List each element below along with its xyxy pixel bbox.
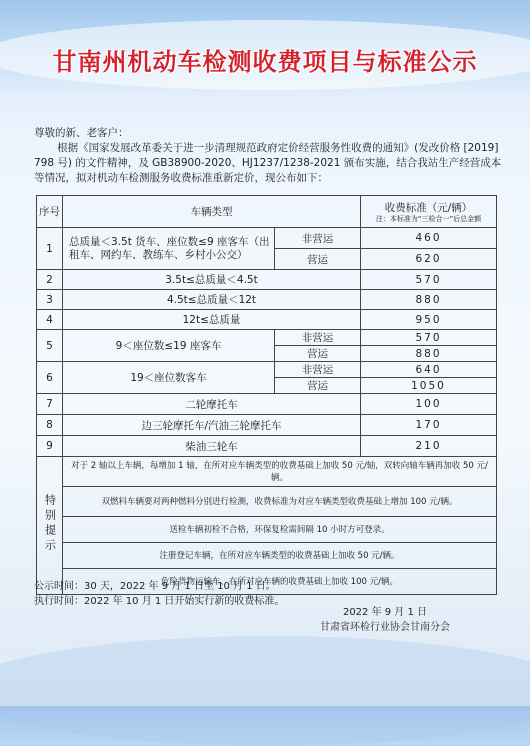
special-note: 危险货物运输车，在所对应车辆的收费基础上加收 100 元/辆。 [63, 569, 497, 595]
row-no: 8 [37, 415, 63, 436]
row-no: 1 [37, 228, 63, 270]
table-row [37, 394, 497, 415]
special-row [37, 487, 497, 517]
row-sub-label: 非营运 [275, 362, 361, 378]
row-type: 19＜座位数客车 [63, 362, 275, 394]
row-no: 6 [37, 362, 63, 394]
row-fee: 570 [361, 270, 497, 290]
row-type: 9＜座位数≤19 座客车 [63, 330, 275, 362]
row-no: 4 [37, 310, 63, 330]
sign-date: 2022 年 9 月 1 日 [342, 607, 428, 618]
row-fee: 880 [361, 346, 497, 362]
row-fee: 640 [361, 362, 497, 378]
row-no: 3 [37, 290, 63, 310]
table-row [37, 270, 497, 290]
row-sub-label: 非营运 [275, 228, 361, 249]
special-row [37, 457, 497, 487]
row-fee: 570 [361, 330, 497, 346]
effective-date: 执行时间：2022 年 10 月 1 日开始实行新的收费标准。 [34, 596, 285, 607]
row-sub-label: 非营运 [275, 330, 361, 346]
special-label-cell [37, 457, 63, 595]
table-row [37, 228, 497, 249]
row-no: 2 [37, 270, 63, 290]
special-note: 对于 2 轴以上车辆，每增加 1 轴，在所对应车辆类型的收费基础上加收 50 元/轴，双转向轴车辆再加收 50 元/辆。 [63, 457, 497, 487]
footer-notes [34, 579, 284, 609]
table-row [37, 415, 497, 436]
footer-wave [0, 636, 530, 746]
header-no: 序号 [37, 196, 63, 228]
table-row [37, 330, 497, 346]
table-header-row [37, 196, 497, 228]
table-row [37, 362, 497, 378]
notice-period: 公示时间：30 天，2022 年 9 月 1 日至 10 月 1 日。 [34, 581, 276, 592]
special-note: 送检车辆初检不合格，环保复检需间隔 10 小时方可登录。 [63, 517, 497, 543]
signature-block [320, 605, 450, 635]
row-type: 3.5t≤总质量＜4.5t [63, 270, 361, 290]
special-note: 双燃料车辆要对两种燃料分别进行检测，收费标准为对应车辆类型收费基础上增加 100 元/辆。 [63, 487, 497, 517]
row-no: 9 [37, 436, 63, 457]
row-fee: 880 [361, 290, 497, 310]
intro-paragraph: 根据《国家发展改革委关于进一步清理规范政府定价经营服务性收费的通知》(发改价格 [2019] 798 号) 的文件精神，及 GB38900-2020、HJ1237/1238-2021 颁布实施，结合我站生产经营成本等情况，拟对机动车检测服务收费标准重新定价，现公布如下： [34, 142, 502, 184]
header-fee-cell [361, 196, 497, 228]
special-row [37, 543, 497, 569]
special-note: 注册登记车辆，在所对应车辆类型的收费基础上加收 50 元/辆。 [63, 543, 497, 569]
header-type: 车辆类型 [63, 196, 361, 228]
row-fee: 460 [361, 228, 497, 249]
row-type: 边三轮摩托车/汽油三轮摩托车 [63, 415, 361, 436]
row-fee: 210 [361, 436, 497, 457]
row-type: 总质量＜3.5t 货车、座位数≤9 座客车（出租车、网约车、教练车、乡村小公交） [63, 228, 275, 270]
row-fee: 950 [361, 310, 497, 330]
table-row [37, 436, 497, 457]
row-type: 4.5t≤总质量＜12t [63, 290, 361, 310]
table-row [37, 310, 497, 330]
row-fee: 170 [361, 415, 497, 436]
row-sub-label: 营运 [275, 249, 361, 270]
row-no: 5 [37, 330, 63, 362]
row-type: 二轮摩托车 [63, 394, 361, 415]
row-fee: 620 [361, 249, 497, 270]
intro [34, 126, 502, 186]
row-fee: 1050 [361, 378, 497, 394]
header-note: 注：本标准为“三检合一”后总金额 [375, 214, 482, 223]
sign-org: 甘肃省环检行业协会甘南分会 [320, 622, 450, 633]
special-label: 特别提示 [43, 494, 57, 554]
row-fee: 100 [361, 394, 497, 415]
row-sub-label: 营运 [275, 378, 361, 394]
fee-table [36, 195, 497, 595]
header-fee: 收费标准（元/辆） [384, 201, 473, 214]
page-title: 甘南州机动车检测收费项目与标准公示 [52, 48, 478, 76]
row-sub-label: 营运 [275, 346, 361, 362]
special-row [37, 517, 497, 543]
row-no: 7 [37, 394, 63, 415]
table-row [37, 290, 497, 310]
row-type: 12t≤总质量 [63, 310, 361, 330]
row-type: 柴油三轮车 [63, 436, 361, 457]
greeting: 尊敬的新、老客户： [34, 127, 129, 139]
